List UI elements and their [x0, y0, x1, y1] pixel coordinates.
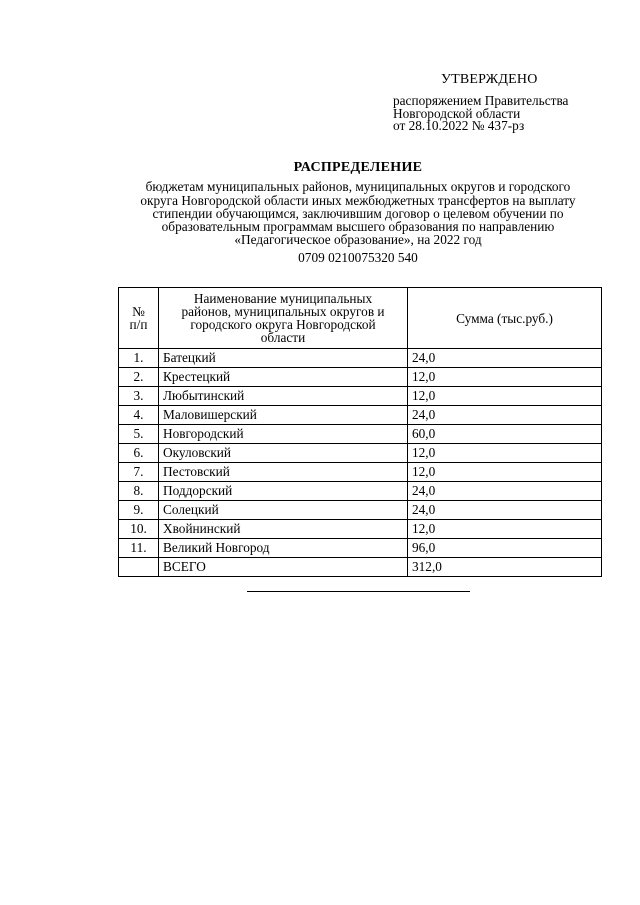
table-row	[119, 501, 602, 520]
approval-line-2: Новгородской области	[393, 106, 521, 121]
table-row	[119, 349, 602, 368]
row-sum: 12,0	[408, 520, 602, 539]
row-num: 5.	[119, 425, 159, 444]
row-name: Окуловский	[159, 444, 408, 463]
row-sum: 12,0	[408, 444, 602, 463]
row-name: Солецкий	[159, 501, 408, 520]
header-name-line: районов, муниципальных округов и	[181, 304, 385, 319]
total-label: ВСЕГО	[159, 558, 408, 577]
description-line: «Педагогическое образование», на 2022 год	[234, 232, 482, 247]
row-num: 2.	[119, 368, 159, 387]
table-row	[119, 520, 602, 539]
table-row	[119, 463, 602, 482]
document-heading: РАСПРЕДЕЛЕНИЕ	[293, 160, 423, 175]
row-num: 11.	[119, 539, 159, 558]
row-num: 8.	[119, 482, 159, 501]
distribution-table	[118, 287, 602, 577]
table-row	[119, 406, 602, 425]
approval-line-3: от 28.10.2022 № 437-рз	[393, 118, 525, 133]
row-num: 6.	[119, 444, 159, 463]
row-name: Крестецкий	[159, 368, 408, 387]
row-name: Хвойнинский	[159, 520, 408, 539]
row-sum: 12,0	[408, 463, 602, 482]
row-num: 1.	[119, 349, 159, 368]
row-num: 10.	[119, 520, 159, 539]
row-sum: 12,0	[408, 387, 602, 406]
table-row	[119, 539, 602, 558]
header-name-line: городского округа Новгородской	[190, 317, 376, 332]
table-row	[119, 444, 602, 463]
table-header-row	[119, 288, 602, 349]
row-sum: 24,0	[408, 482, 602, 501]
row-name: Батецкий	[159, 349, 408, 368]
header-num-line: п/п	[129, 317, 148, 332]
closing-rule	[247, 591, 470, 592]
header-name-line: Наименование муниципальных	[193, 291, 373, 306]
header-sum: Сумма (тыс.руб.)	[408, 288, 602, 349]
row-name: Маловишерский	[159, 406, 408, 425]
header-name-line: области	[260, 330, 306, 345]
row-sum: 96,0	[408, 539, 602, 558]
row-name: Поддорский	[159, 482, 408, 501]
row-sum: 12,0	[408, 368, 602, 387]
description-line: стипендии обучающимся, заключившим договор о целевом обучении по	[152, 206, 564, 221]
row-name: Пестовский	[159, 463, 408, 482]
header-num-line: №	[132, 304, 145, 319]
row-num: 9.	[119, 501, 159, 520]
approval-title: УТВЕРЖДЕНО	[441, 72, 538, 87]
total-sum: 312,0	[408, 558, 602, 577]
row-name: Новгородский	[159, 425, 408, 444]
description-line: округа Новгородской области иных межбюджетных трансфертов на выплату	[140, 193, 576, 208]
approval-line-1: распоряжением Правительства	[393, 93, 569, 108]
row-num: 7.	[119, 463, 159, 482]
table-row	[119, 368, 602, 387]
table-row	[119, 387, 602, 406]
table-row	[119, 482, 602, 501]
description-line: бюджетам муниципальных районов, муниципальных округов и городского	[145, 179, 571, 194]
table-total-row	[119, 558, 602, 577]
row-sum: 60,0	[408, 425, 602, 444]
header-num	[119, 288, 159, 349]
row-name: Любытинский	[159, 387, 408, 406]
row-sum: 24,0	[408, 349, 602, 368]
budget-code: 0709 0210075320 540	[298, 250, 418, 265]
description-line: образовательным программам высшего образования по направлению	[161, 219, 555, 234]
total-num	[119, 558, 159, 577]
row-num: 3.	[119, 387, 159, 406]
row-name: Великий Новгород	[159, 539, 408, 558]
header-name	[159, 288, 408, 349]
table-row	[119, 425, 602, 444]
row-num: 4.	[119, 406, 159, 425]
row-sum: 24,0	[408, 501, 602, 520]
row-sum: 24,0	[408, 406, 602, 425]
